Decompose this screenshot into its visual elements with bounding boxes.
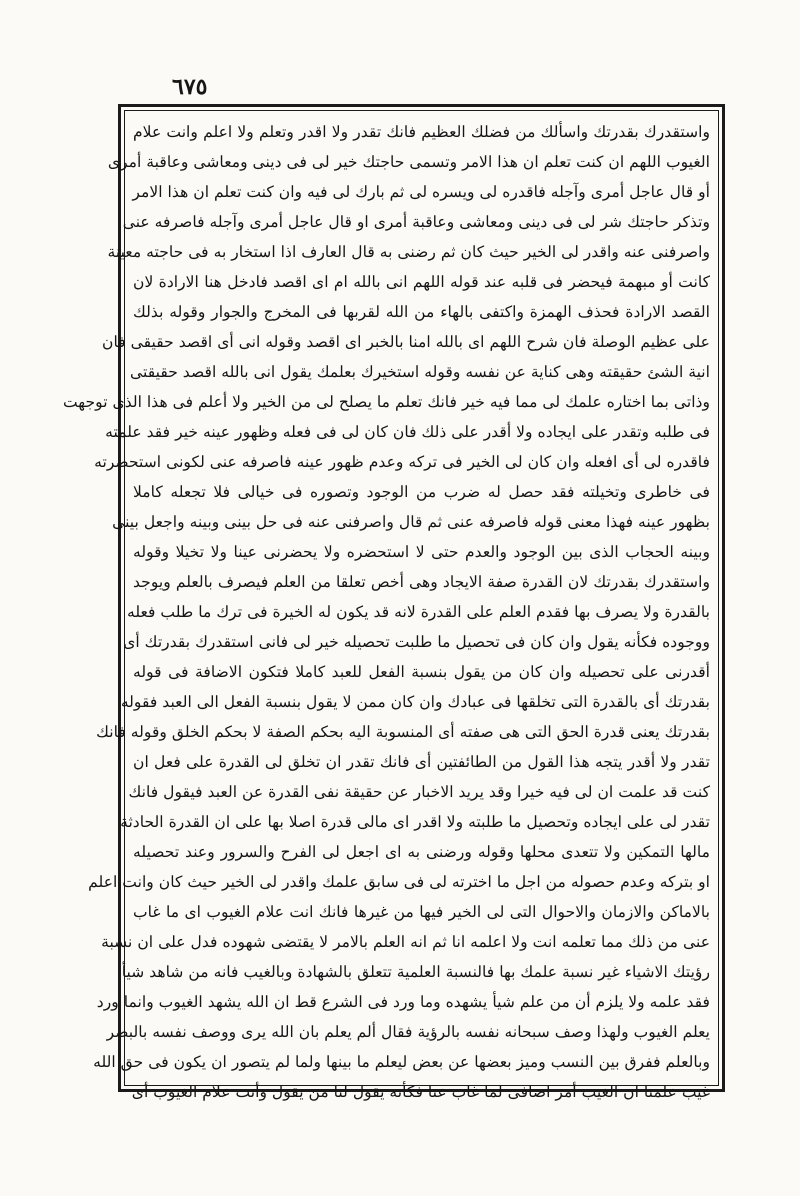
text-line: الغيوب اللهم ان كنت تعلم ان هذا الامر وتسمى حاجتك خير لى فى دينى ومعاشى وعاقبة أمرى <box>107 153 710 171</box>
text-line: بالاماكن والازمان والاحوال التى لى الخير فيها من غيرها فانك انت علام الغيوب اى ما غاب <box>133 903 710 921</box>
text-line: على عظيم الوصلة فان شرح اللهم اى بالله امنا بالخبر اى اقصد وقوله انى أى اقصد حقيقى فان <box>102 333 710 351</box>
text-line: بقدرتك يعنى قدرة الحق التى هى صفته أى المنسوبة اليه بحكم الصفة لا بحكم الخلق وقوله فانك <box>96 723 710 741</box>
text-line: فاقدره لى أى افعله وان كان لى الخير فى تركه وعدم ظهور عينه فاصرفه عنى لكونى استحضرته <box>94 453 710 471</box>
body-text <box>63 117 710 1101</box>
text-line: واستقدرك بقدرتك واسألك من فضلك العظيم فانك تقدر ولا اقدر وتعلم ولا اعلم وانت علام <box>133 123 710 141</box>
text-line: كنت قد علمت ان لى فيه خيرا وقد يريد الاخبار عن حقيقة نفى القدرة عن العبد فيقول فانك <box>128 783 710 801</box>
page-number: ٦٧٥ <box>172 74 208 100</box>
text-line: رؤيتك الاشياء غير نسبة علمك بها فالنسبة العلمية تتعلق بالشهادة وبالغيب فانه من شاهد شيأ <box>121 963 710 981</box>
text-line: كانت أو مبهمة فيحضر فى قلبه عند قوله اللهم انى بالله ام اى اقصد فادخل هنا الارادة لان <box>133 273 710 291</box>
text-line: واصرفنى عنه واقدر لى الخير حيث كان ثم رضنى به قال العارف اذا استخار به فى حاجته معينة <box>107 243 710 261</box>
text-line: يعلم الغيوب ولهذا وصف سبحانه نفسه بالرؤية فقال ألم يعلم بان الله يرى ووصف نفسه بالبصر <box>106 1023 710 1041</box>
text-line: القصد الارادة فحذف الهمزة واكتفى بالهاء من الله لقربها فى المخرج والجوار وقوله بذلك <box>133 303 710 321</box>
text-line: وتذكر حاجتك شر لى فى دينى ومعاشى وعاقبة أمرى او قال عاجل أمرى وآجله فاصرفه عنى <box>122 213 710 231</box>
page-border <box>63 104 725 1101</box>
text-line: تقدر ولا أقدر يتجه هذا القول من الطائفتين أى فانك تقدر ان تخلق لى القدرة على فعل ان <box>133 753 710 771</box>
text-line: عنى من ذلك مما تعلمه انت ولا اعلمه انا ثم انه العلم بالامر لا يقتضى شهوده فدل على ان نسبة <box>101 933 710 951</box>
text-line: غيب علمنا ان الغيب أمر اضافى لما غاب عنا فكأنه يقول لنا من يقول وأنت علام الغيوب أى <box>131 1083 710 1101</box>
text-line: أو قال عاجل أمرى وآجله فاقدره لى ويسره لى ثم بارك لى فيه وان كنت تعلم ان هذا الامر <box>132 183 710 201</box>
text-line: وذاتى بما اختاره علمك لى مما فيه خير فانك تعلم ما يصلح لى من الخير ولا أعلم فى هذا الذى توجهت <box>63 393 710 411</box>
text-line: تقدر لى على ايجاده وتحصيل ما طلبته ولا اقدر اى مالى قدرة اصلا بها على ان القدرة الحادثة <box>120 813 710 831</box>
text-line: او بتركه وعدم حصوله من اجل ما اخترته لى فى سابق علمك واقدر لى الخير حيث كان وانت اعلم <box>88 873 710 891</box>
text-line: أقدرنى على تحصيله وان كان من يقول بنسبة الفعل للعبد كاملا فتكون الاضافة فى قوله <box>133 663 710 681</box>
text-line: بقدرتك أى بالقدرة التى تخلقها فى عبادك وان كان ممن لا يقول بنسبة الفعل الى العبد فقوله <box>120 693 710 711</box>
text-line: بظهور عينه فهذا معنى قوله فاصرفه عنى ثم قال واصرفنى عنه فى حل بينى وبينه واجعل بينى <box>112 513 710 531</box>
text-line: وبينه الحجاب الذى بين الوجود والعدم حتى لا استحضره ولا يحضرنى عينا ولا تخيلا وقوله <box>133 543 710 561</box>
text-line: انية الشئ حقيقته وهى كناية عن نفسه وقوله استخيرك بعلمك يقول انى بالله اقصد حقيقتى <box>130 363 710 381</box>
text-line: بالقدرة ولا يصرف بها فقدم العلم على القدرة لانه قد يكون له الخيرة فى ترك ما طلب فعله <box>126 603 710 621</box>
text-line: ووجوده فكأنه يقول وان كان فى تحصيل ما طلبت تحصيله خير لى فانى استقدرك بقدرتك أى <box>123 633 710 651</box>
text-line: فى طلبه وتقدر على ايجاده ولا أقدر على ذلك فان كان لى فى فعله وظهور عينه خير فقد علمته <box>105 423 710 441</box>
text-line: وبالعلم ففرق بين النسب وميز بعضها عن بعض ليعلم ما بينها ولما لم يتصور ان يكون فى حق الله <box>93 1053 710 1071</box>
text-line: واستقدرك بقدرتك لان القدرة صفة الايجاد وهى أخص تعلقا من العلم فيصرف بالعلم ويوجد <box>133 573 710 591</box>
text-line: مالها التمكين ولا تتعدى محلها وقوله ورضنى به اى اجعل لى الفرح والسرور وعند تحصيله <box>133 843 710 861</box>
text-line: فقد علمه ولا يلزم أن من علم شيأ يشهده وما ورد فى الشرع قط ان الله يشهد الغيوب وانما ورد <box>96 993 710 1011</box>
inner-border <box>63 110 719 1101</box>
text-line: فى خاطرى وتخيلته فقد حصل له ضرب من الوجود وتصوره فى خيالى فلا تجعله كاملا <box>133 483 710 501</box>
